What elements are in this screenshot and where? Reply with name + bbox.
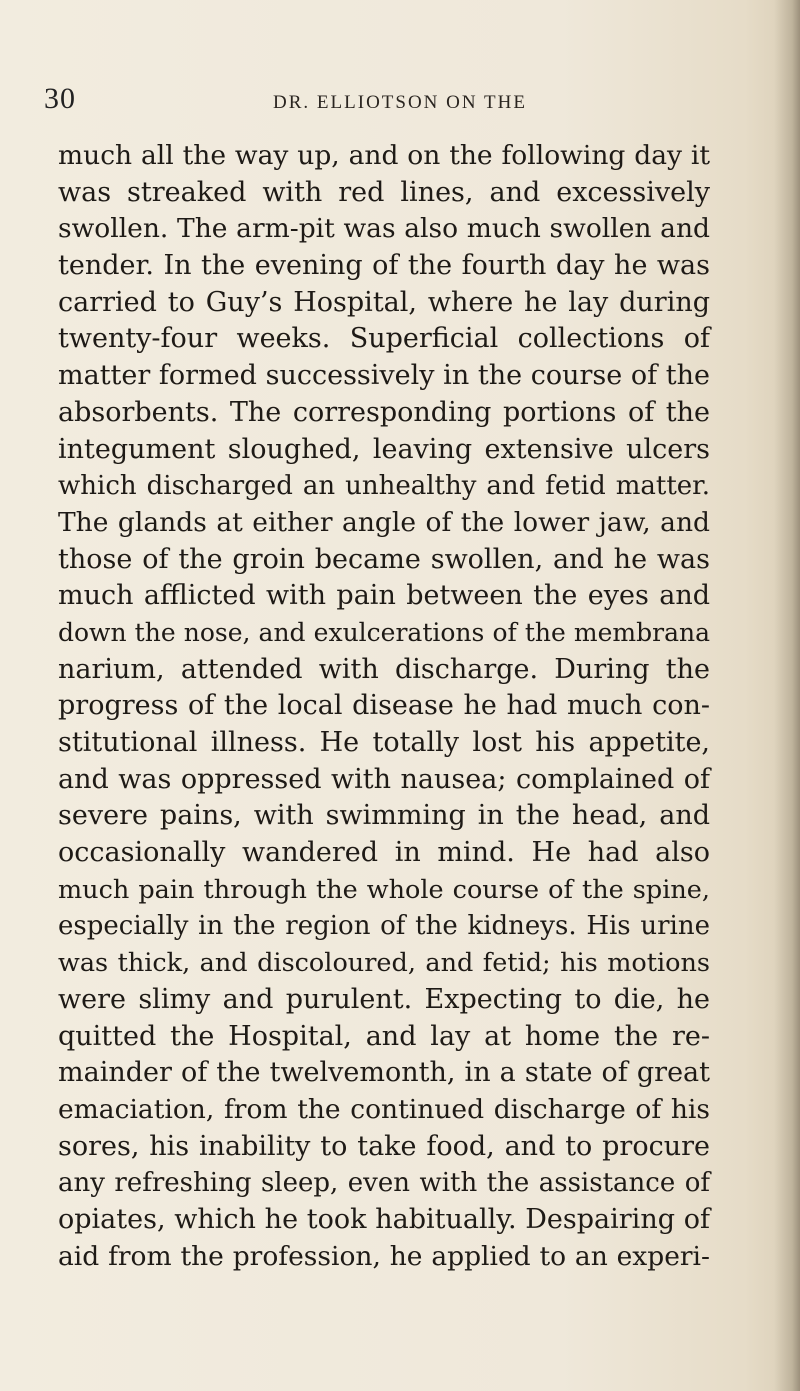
text-line: The glands at either angle of the lower jaw, and [58, 506, 710, 538]
text-line: tender. In the evening of the fourth day he was [58, 250, 710, 282]
text-line: occasionally wandered in mind. He had also [58, 837, 710, 869]
text-line: swollen. The arm-pit was also much swollen and [58, 213, 710, 245]
text-line: integument sloughed, leaving extensive ulcers [58, 433, 710, 465]
text-line: stitutional illness. He totally lost his appetite, [58, 727, 710, 758]
text-line: especially in the region of the kidneys. His urine [58, 911, 710, 942]
text-line: absorbents. The corresponding portions of the [58, 396, 710, 428]
body-text [58, 138, 710, 1275]
text-line: matter formed successively in the course of the [58, 360, 710, 392]
text-line: down the nose, and exulcerations of the membrana [58, 617, 710, 647]
text-line: narium, attended with discharge. During the [58, 653, 710, 685]
text-line: mainder of the twelvemonth, in a state of great [58, 1057, 710, 1089]
text-line: much afflicted with pain between the eyes and [58, 580, 710, 612]
text-line: and was oppressed with nausea; complained of [58, 763, 710, 795]
running-head: DR. ELLIOTSON ON THE [273, 92, 527, 113]
text-line: much all the way up, and on the following day it [58, 140, 710, 171]
page-number: 30 [44, 82, 76, 115]
text-line: were slimy and purulent. Expecting to die, he [58, 983, 710, 1015]
text-line: was thick, and discoloured, and fetid; his motions [58, 948, 710, 979]
text-line: sores, his inability to take food, and to procure [58, 1130, 710, 1162]
text-line: emaciation, from the continued discharge of his [58, 1093, 710, 1125]
text-line: opiates, which he took habitually. Despairing of [58, 1203, 710, 1235]
text-line: quitted the Hospital, and lay at home the re- [58, 1020, 710, 1052]
text-line: was streaked with red lines, and excessively [58, 176, 710, 208]
text-line: aid from the profession, he applied to an experi- [58, 1240, 710, 1272]
text-line: twenty-four weeks. Superficial collections of [58, 323, 710, 355]
text-line: those of the groin became swollen, and he was [58, 543, 710, 575]
text-line: carried to Guy’s Hospital, where he lay during [58, 286, 710, 318]
text-line: severe pains, with swimming in the head, and [58, 800, 710, 832]
text-line: much pain through the whole course of the spine, [58, 874, 710, 905]
text-line: progress of the local disease he had much con- [58, 690, 710, 722]
text-line: any refreshing sleep, even with the assistance of [58, 1168, 710, 1199]
page-edge-shadow [774, 0, 800, 1391]
text-line: which discharged an unhealthy and fetid matter. [58, 471, 710, 502]
